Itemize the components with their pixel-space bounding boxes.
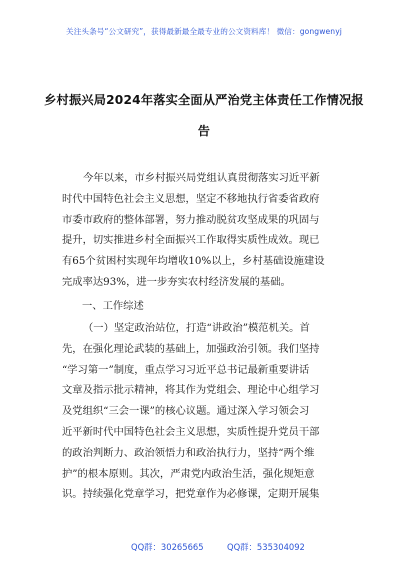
- section-heading: 一、工作综述: [82, 300, 144, 312]
- footer-qq-group-2: QQ群：535304092: [227, 542, 305, 552]
- paragraph-line: 今年以来，市乡村振兴局党组认真贯彻落实习近平新: [83, 172, 320, 184]
- paragraph-line: 识。持续强化党章学习，把党章作为必修课，定期开展集: [62, 488, 320, 501]
- paragraph-line: 护”的根本原则。其次，严肃党内政治生活，强化规矩意: [62, 467, 315, 480]
- document-title-line-2: 告: [197, 124, 211, 138]
- top-banner: 关注头条号“公文研究”，获得最新最全最专业的公文资料库！ 微信：gongwenyj: [66, 27, 342, 36]
- paragraph-line: 近平新时代中国特色社会主义思想，实质性提升党员干部: [62, 425, 320, 438]
- paragraph-line: 时代中国特色社会主义思想，坚定不移地执行省委省政府: [62, 192, 320, 205]
- paragraph-line: 先，在强化理论武装的基础上，加强政治引领。我们坚持: [62, 342, 320, 355]
- paragraph-line: 市委市政府的整体部署，努力推动脱贫攻坚成果的巩固与: [62, 213, 320, 226]
- footer-qq-group-1: QQ群：30265665: [131, 542, 204, 552]
- paragraph-line: 及党组织“三会一课”的核心议题。通过深入学习领会习: [62, 405, 310, 418]
- paragraph-line: 完成率达93%，进一步夯实农村经济发展的基础。: [62, 275, 291, 288]
- paragraph-line: 的政治判断力、政治领悟力和政治执行力，坚持“两个维: [62, 446, 315, 459]
- intro-paragraph: [62, 168, 352, 293]
- section-paragraph: [62, 318, 352, 505]
- paragraph-line: 文章及指示批示精神，将其作为党组会、理论中心组学习: [62, 384, 320, 397]
- paragraph-line: “学习第一”制度，重点学习习近平总书记最新重要讲话: [62, 363, 310, 376]
- paragraph-line: 有65个贫困村实现年均增收10%以上，乡村基础设施建设: [62, 255, 325, 268]
- paragraph-line: （一）坚定政治站位，打造“讲政治”模范机关。首: [83, 322, 310, 334]
- document-title-line-1: 乡村振兴局2024年落实全面从严治党主体责任工作情况报: [44, 93, 364, 107]
- paragraph-line: 提升，切实推进乡村全面振兴工作取得实质性成效。现已: [62, 234, 320, 247]
